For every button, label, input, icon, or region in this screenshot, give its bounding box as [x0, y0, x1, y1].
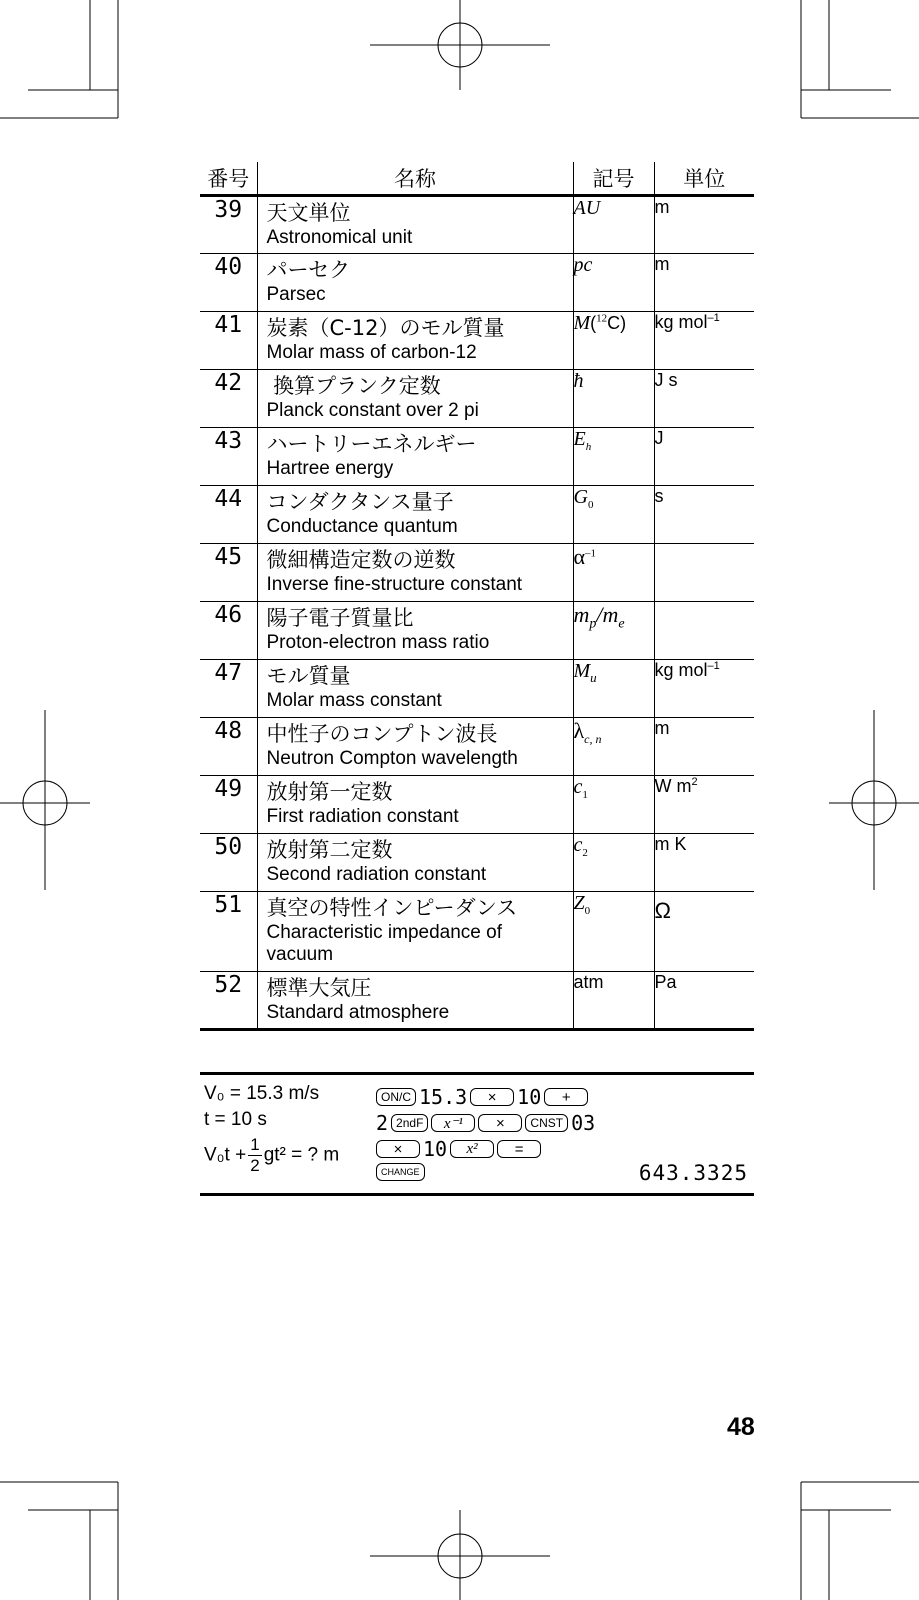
row-symbol: $\lambda_{c, n}$	[573, 718, 654, 776]
given-velocity: V₀ = 15.3 m/s	[204, 1083, 320, 1104]
name-en: Second radiation constant	[266, 864, 487, 885]
calculation-example	[200, 1072, 754, 1196]
table-row	[200, 776, 754, 834]
table-row	[200, 370, 754, 428]
table-row	[200, 834, 754, 892]
header-name: 名称	[257, 162, 573, 196]
digits: 10	[423, 1137, 448, 1161]
constant-key: CNST	[525, 1114, 568, 1132]
table-row	[200, 544, 754, 602]
name-en: Parsec	[266, 284, 326, 305]
row-unit: Ω	[654, 892, 754, 972]
key-sequence-line-4	[376, 1163, 425, 1181]
row-name	[257, 892, 573, 972]
name-en: Standard atmosphere	[266, 1002, 450, 1023]
row-name	[257, 834, 573, 892]
key-sequence-line-1	[376, 1085, 588, 1109]
name-jp: コンダクタンス量子	[266, 490, 454, 514]
row-symbol: ħ	[573, 370, 654, 428]
row-unit: kg mol$^{-1}$	[654, 312, 754, 370]
row-symbol: $M_u$	[573, 660, 654, 718]
row-number: 43	[200, 428, 257, 486]
row-name	[257, 718, 573, 776]
row-number: 49	[200, 776, 257, 834]
equals-key: =	[497, 1140, 541, 1158]
name-jp: 標準大気圧	[266, 976, 372, 1000]
row-number: 42	[200, 370, 257, 428]
result-display: 643.3325	[638, 1161, 748, 1185]
constants-table	[200, 162, 754, 1031]
row-name	[257, 370, 573, 428]
row-number: 45	[200, 544, 257, 602]
name-en: Inverse fine-structure constant	[266, 574, 523, 595]
table-row	[200, 428, 754, 486]
row-unit	[654, 602, 754, 660]
row-name	[257, 660, 573, 718]
row-number: 48	[200, 718, 257, 776]
row-symbol: $G_0$	[573, 486, 654, 544]
onc-key: ON/C	[376, 1088, 416, 1106]
table-row	[200, 196, 754, 254]
second-function-key: 2ndF	[391, 1114, 428, 1132]
digits: 03	[571, 1111, 596, 1135]
row-number: 46	[200, 602, 257, 660]
reciprocal-key: x⁻¹	[431, 1114, 475, 1132]
row-unit: m	[654, 718, 754, 776]
header-symbol: 記号	[573, 162, 654, 196]
row-name	[257, 428, 573, 486]
name-en: First radiation constant	[266, 806, 459, 827]
page-number: 48	[727, 1413, 755, 1441]
header-unit: 単位	[654, 162, 754, 196]
name-en: Proton-electron mass ratio	[266, 632, 490, 653]
row-unit: m	[654, 254, 754, 312]
row-name	[257, 486, 573, 544]
square-key: x²	[450, 1140, 494, 1158]
table-header	[200, 162, 754, 196]
table-row	[200, 312, 754, 370]
row-symbol: M($^{12}$C)	[573, 312, 654, 370]
row-name	[257, 544, 573, 602]
row-name	[257, 972, 573, 1030]
row-symbol: $m_p/m_e$	[573, 602, 654, 660]
row-name	[257, 254, 573, 312]
table-row	[200, 486, 754, 544]
row-number: 44	[200, 486, 257, 544]
row-name	[257, 312, 573, 370]
name-jp: 換算プランク定数	[266, 374, 441, 398]
name-jp: モル質量	[266, 664, 351, 688]
name-jp: パーセク	[266, 258, 351, 282]
row-unit: W $m^2$	[654, 776, 754, 834]
row-number: 50	[200, 834, 257, 892]
row-unit: J s	[654, 370, 754, 428]
name-jp: ハートリーエネルギー	[266, 432, 477, 456]
row-symbol: atm	[573, 972, 654, 1030]
formula: V₀t + $\frac{1}{2}$ gt² = ? m	[204, 1135, 340, 1175]
fraction-one-half: $\frac{1}{2}$	[250, 1135, 260, 1175]
name-en: Conductance quantum	[266, 516, 458, 537]
row-symbol: $E_h$	[573, 428, 654, 486]
key-sequence-line-2	[376, 1111, 595, 1135]
name-jp: 微細構造定数の逆数	[266, 548, 456, 572]
table-row	[200, 602, 754, 660]
name-en: Characteristic impedance of vacuum	[266, 922, 502, 965]
row-symbol: $\alpha^{-1}$	[573, 544, 654, 602]
row-name	[257, 776, 573, 834]
given-time: t = 10 s	[204, 1109, 267, 1130]
multiply-key: ×	[478, 1114, 522, 1132]
row-symbol: pc	[573, 254, 654, 312]
name-jp: 炭素（C-12）のモル質量	[266, 316, 505, 340]
key-sequence-line-3	[376, 1137, 541, 1161]
name-en: Planck constant over 2 pi	[266, 400, 479, 421]
row-unit: s	[654, 486, 754, 544]
header-number: 番号	[200, 162, 257, 196]
row-name	[257, 602, 573, 660]
name-en: Molar mass of carbon-12	[266, 342, 477, 363]
row-unit: m	[654, 196, 754, 254]
row-symbol: $c_1$	[573, 776, 654, 834]
digits: 2	[376, 1111, 389, 1135]
digits: 10	[517, 1085, 542, 1109]
change-key: CHANGE	[376, 1163, 425, 1181]
row-number: 40	[200, 254, 257, 312]
name-jp: 陽子電子質量比	[266, 606, 414, 630]
row-symbol: $Z_0$	[573, 892, 654, 972]
multiply-key: ×	[376, 1140, 420, 1158]
name-jp: 中性子のコンプトン波長	[266, 722, 498, 746]
digits: 15.3	[419, 1085, 468, 1109]
row-number: 52	[200, 972, 257, 1030]
table-row	[200, 660, 754, 718]
plus-key: +	[544, 1088, 588, 1106]
table-row	[200, 972, 754, 1030]
name-jp: 放射第二定数	[266, 838, 393, 862]
row-number: 47	[200, 660, 257, 718]
table-row	[200, 718, 754, 776]
table-row	[200, 254, 754, 312]
row-number: 51	[200, 892, 257, 972]
name-jp: 放射第一定数	[266, 780, 393, 804]
name-jp: 天文単位	[266, 201, 351, 225]
row-symbol: AU	[573, 196, 654, 254]
multiply-key: ×	[470, 1088, 514, 1106]
name-en: Molar mass constant	[266, 690, 442, 711]
row-unit: J	[654, 428, 754, 486]
name-en: Hartree energy	[266, 458, 394, 479]
row-name	[257, 196, 573, 254]
row-unit	[654, 544, 754, 602]
table-row	[200, 892, 754, 972]
row-number: 41	[200, 312, 257, 370]
name-en: Astronomical unit	[266, 227, 413, 248]
name-jp: 真空の特性インピーダンス	[266, 896, 518, 920]
name-en: Neutron Compton wavelength	[266, 748, 518, 769]
row-number: 39	[200, 196, 257, 254]
row-symbol: $c_2$	[573, 834, 654, 892]
row-unit: m K	[654, 834, 754, 892]
row-unit: Pa	[654, 972, 754, 1030]
row-unit: kg mol$^{-1}$	[654, 660, 754, 718]
